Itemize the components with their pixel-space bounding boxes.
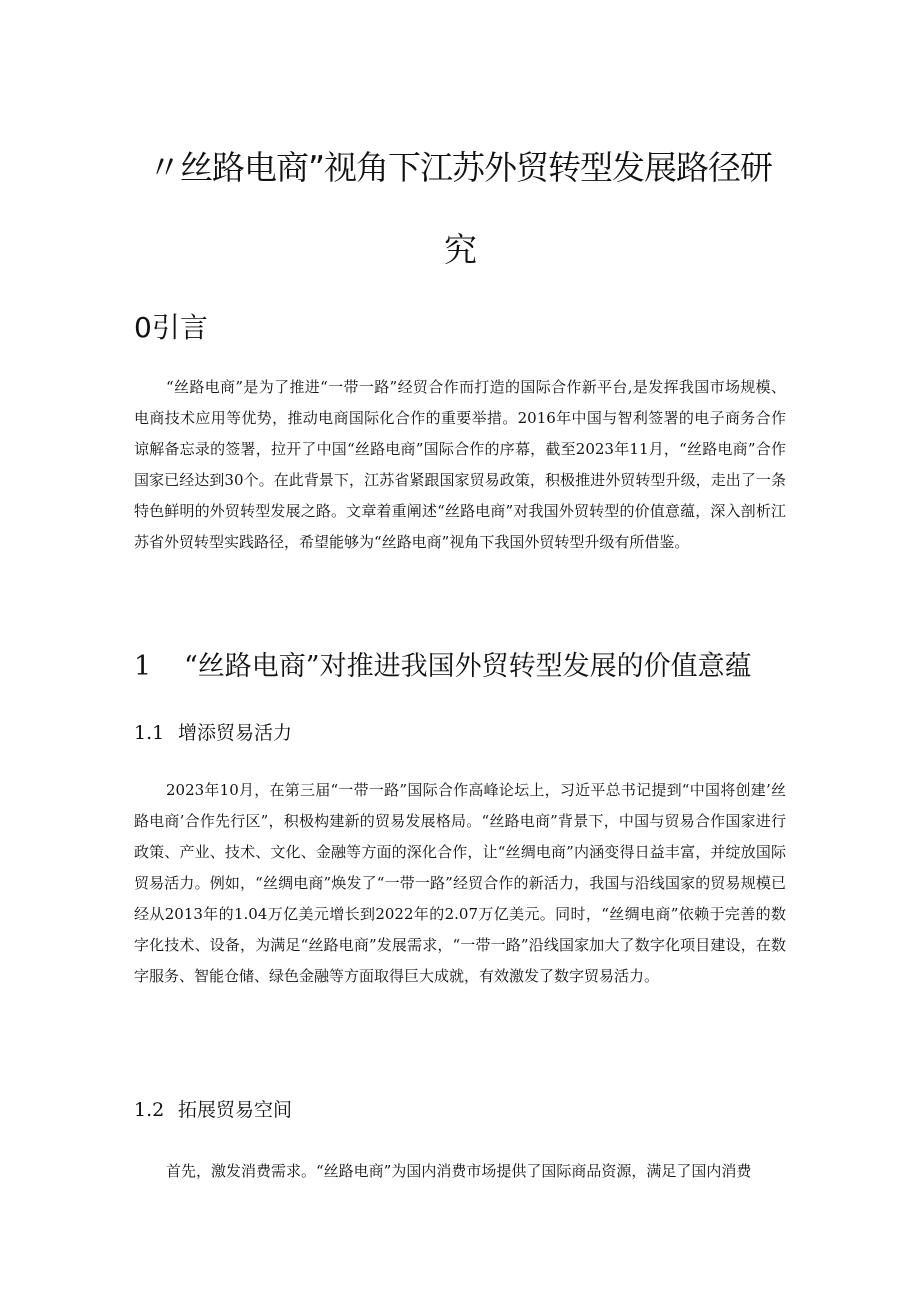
intro-heading: 0引言 bbox=[134, 311, 208, 344]
section-1-heading bbox=[134, 644, 752, 683]
section-1-number: 1 bbox=[134, 651, 152, 682]
section-1-2-paragraph: 首先，激发消费需求。“丝路电商”为国内消费市场提供了国际商品资源，满足了国内消费 bbox=[166, 1162, 752, 1180]
document-title-line-2: 究 bbox=[444, 230, 476, 269]
section-1-title: “丝路电商”对推进我国外贸转型发展的价值意蕴 bbox=[184, 651, 752, 682]
section-1-2-title: 拓展贸易空间 bbox=[178, 1099, 293, 1121]
section-1-1-paragraph: 2023年10月，在第三届“一带一路”国际合作高峰论坛上，习近平总书记提到“中国将创建’丝路电商’合作先行区”，积极构建新的贸易发展格局。“丝路电商”背景下，中国与贸易合作国家进行政策、产业、技术、文化、金融等方面的深化合作，让“丝绸电商”内涵变得日益丰富，并绽放国际贸易活力。例如，“丝绸电商”焕发了“一带一路”经贸合作的新活力，我国与沿线国家的贸易规模已经从2013年的1.04万亿美元增长到2022年的2.07万亿美元。同时，“丝绸电商”依赖于完善的数字化技术、设备，为满足“丝路电商”发展需求，“一带一路”沿线国家加大了数字化项目建设，在数字服务、智能仓储、绿色金融等方面取得巨大成就，有效激发了数字贸易活力。 bbox=[134, 781, 786, 985]
section-1-1-heading bbox=[134, 718, 292, 745]
section-1-1-number: 1.1 bbox=[134, 722, 165, 744]
section-1-2-number: 1.2 bbox=[134, 1099, 165, 1121]
section-1-2-heading bbox=[134, 1095, 292, 1122]
document-title-line-1: 〃丝路电商”视角下江苏外贸转型发展路径研 bbox=[147, 148, 773, 187]
section-1-1-title: 增添贸易活力 bbox=[178, 722, 293, 744]
intro-paragraph: “丝路电商”是为了推进“一带一路”经贸合作而打造的国际合作新平台,是发挥我国市场规模、电商技术应用等优势，推动电商国际化合作的重要举措。2016年中国与智利签署的电子商务合作谅解备忘录的签署，拉开了中国“丝路电商”国际合作的序幕，截至2023年11月，“丝路电商”合作国家已经达到30个。在此背景下，江苏省紧跟国家贸易政策，积极推进外贸转型升级，走出了一条特色鲜明的外贸转型发展之路。文章着重阐述“丝路电商”对我国外贸转型的价值意蕴，深入剖析江苏省外贸转型实践路径，希望能够为“丝路电商”视角下我国外贸转型升级有所借鉴。 bbox=[134, 378, 786, 551]
